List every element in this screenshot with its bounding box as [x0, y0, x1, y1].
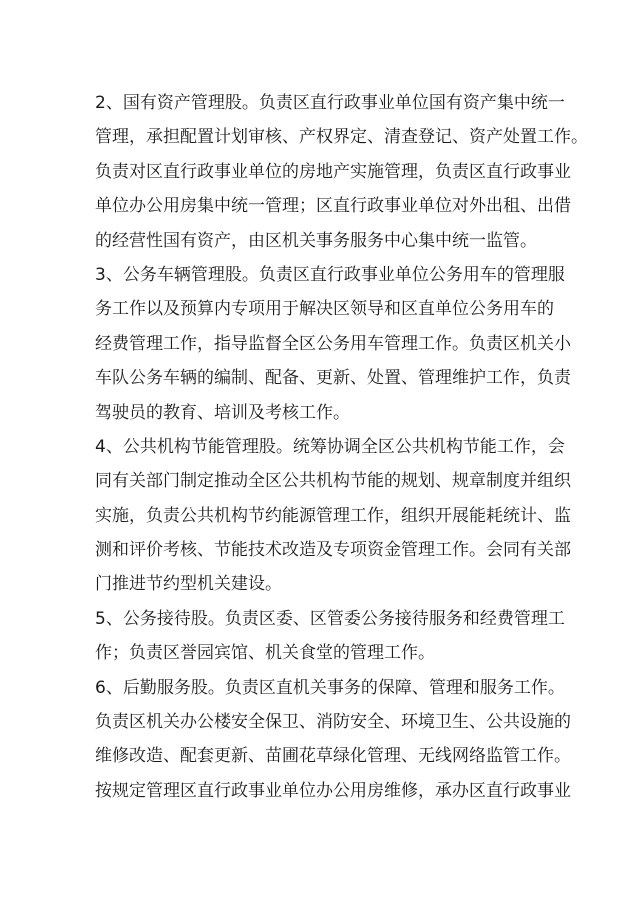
text-line: 单位办公用房集中统一管理；区直行政事业单位对外出租、出借 [95, 196, 571, 217]
text-line: 管理，承担配置计划审核、产权界定、清查登记、资产处置工作。 [95, 127, 588, 148]
text-line: 经费管理工作，指导监督全区公务用车管理工作。负责区机关小 [95, 333, 571, 354]
text-line: 驾驶员的教育、培训及考核工作。 [95, 402, 350, 423]
text-line: 6、后勤服务股。负责区直机关事务的保障、管理和服务工作。 [95, 677, 565, 698]
text-line: 实施，负责公共机构节约能源管理工作，组织开展能耗统计、监 [95, 505, 571, 526]
text-line: 车队公务车辆的编制、配备、更新、处置、管理维护工作，负责 [95, 368, 571, 389]
text-line: 务工作以及预算内专项用于解决区领导和区直单位公务用车的 [95, 299, 554, 320]
text-line: 作；负责区誉园宾馆、机关食堂的管理工作。 [95, 643, 435, 664]
text-line: 按规定管理区直行政事业单位办公用房维修，承办区直行政事业 [95, 780, 571, 801]
text-line: 5、公务接待股。负责区委、区管委公务接待服务和经费管理工 [95, 608, 565, 629]
text-line: 同有关部门制定推动全区公共机构节能的规划、规章制度并组织 [95, 471, 571, 492]
text-line: 4、公共机构节能管理股。统筹协调全区公共机构节能工作，会 [95, 436, 565, 457]
text-line: 负责对区直行政事业单位的房地产实施管理，负责区直行政事业 [95, 161, 571, 182]
text-line: 负责区机关办公楼安全保卫、消防安全、环境卫生、公共设施的 [95, 712, 571, 733]
text-line: 测和评价考核、节能技术改造及专项资金管理工作。会同有关部 [95, 540, 571, 561]
document-body [95, 86, 588, 808]
text-line: 3、公务车辆管理股。负责区直行政事业单位公务用车的管理服 [95, 264, 565, 285]
text-line: 维修改造、配套更新、苗圃花草绿化管理、无线网络监管工作。 [95, 746, 571, 767]
text-line: 2、国有资产管理股。负责区直行政事业单位国有资产集中统一 [95, 93, 565, 113]
text-line: 的经营性国有资产，由区机关事务服务中心集中统一监管。 [95, 230, 537, 251]
text-line: 门推进节约型机关建设。 [95, 574, 282, 595]
